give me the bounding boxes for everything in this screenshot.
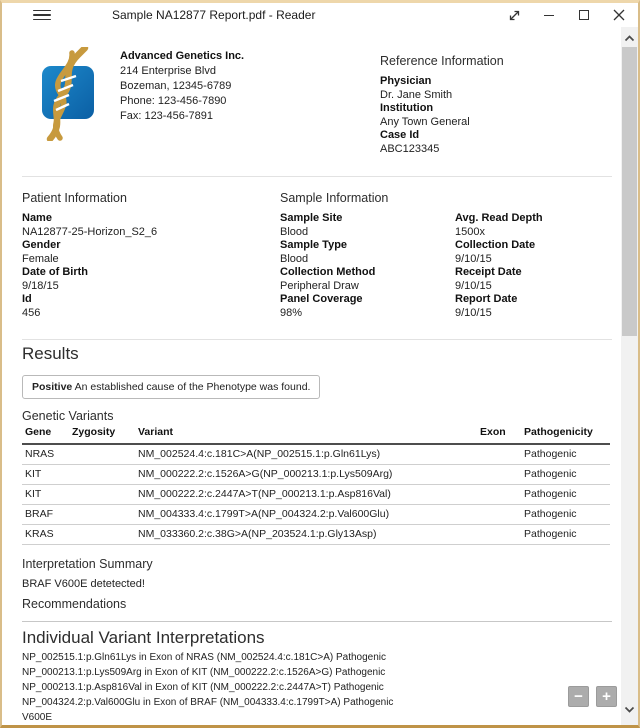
date-field <box>455 212 605 239</box>
patient-field <box>22 212 260 239</box>
field-value: Female <box>22 252 59 265</box>
field-value: Blood <box>280 252 309 265</box>
field-value: 98% <box>280 306 303 319</box>
table-header-row <box>22 426 610 444</box>
cell-variant: NM_033360.2:c.38G>A(NP_203524.1:p.Gly13Asp) <box>135 524 477 544</box>
cell-zygosity <box>69 524 135 544</box>
reference-info-section <box>380 53 504 156</box>
field-value: 9/10/15 <box>455 252 492 265</box>
cell-variant: NM_004333.4:c.1799T>A(NP_004324.2:p.Val600Glu) <box>135 504 477 524</box>
sample-field <box>280 239 450 266</box>
zoom-in-button[interactable]: + <box>596 686 617 707</box>
company-info <box>120 49 244 124</box>
cell-pathogenicity: Pathogenic <box>521 504 610 524</box>
field-label: Date of Birth <box>22 266 88 278</box>
result-status-box <box>22 375 320 399</box>
interpretation-line: NP_000213.1:p.Lys509Arg in Exon of KIT (NM_000222.2:c.1526A>G) Pathogenic <box>22 667 386 678</box>
reference-field <box>380 75 504 102</box>
company-fax: Fax: 123-456-7891 <box>120 110 213 122</box>
cell-zygosity <box>69 444 135 464</box>
cell-gene: BRAF <box>22 504 69 524</box>
reference-field <box>380 102 504 129</box>
cell-exon <box>477 444 521 464</box>
field-label: Sample Site <box>280 212 343 224</box>
date-field <box>455 266 605 293</box>
recommendations-heading: Recommendations <box>22 597 127 611</box>
cell-zygosity <box>69 484 135 504</box>
patient-field <box>22 239 260 266</box>
field-value: NA12877-25-Horizon_S2_6 <box>22 225 158 238</box>
interpretation-line: V600E <box>22 712 53 723</box>
field-value: 456 <box>22 306 41 319</box>
cell-exon <box>477 504 521 524</box>
sample-info-section <box>280 190 450 320</box>
variant-row <box>22 464 610 484</box>
window-title: Sample NA12877 Report.pdf - Reader <box>112 8 316 22</box>
field-label: Physician <box>380 75 432 87</box>
field-label: Collection Method <box>280 266 376 278</box>
scroll-down-button[interactable] <box>621 702 638 717</box>
company-logo <box>36 47 100 146</box>
chevron-down-icon <box>624 706 635 713</box>
cell-zygosity <box>69 504 135 524</box>
date-field <box>455 293 605 320</box>
field-value: 1500x <box>455 225 485 238</box>
cell-variant: NM_000222.2:c.2447A>T(NP_000213.1:p.Asp816Val) <box>135 484 477 504</box>
field-value: Dr. Jane Smith <box>380 88 453 101</box>
close-icon <box>613 9 625 21</box>
variant-row <box>22 504 610 524</box>
cell-gene: NRAS <box>22 444 69 464</box>
patient-field <box>22 266 260 293</box>
interpretation-line: NP_000213.1:p.Asp816Val in Exon of KIT (NM_000222.2:c.2447A>T) Pathogenic <box>22 682 384 693</box>
genetic-variants-heading: Genetic Variants <box>22 409 114 423</box>
patient-info-section <box>22 190 260 320</box>
field-label: Gender <box>22 239 61 251</box>
cell-exon <box>477 464 521 484</box>
interpretation-line: NP_004324.2:p.Val600Glu in Exon of BRAF (NM_004333.4:c.1799T>A) Pathogenic <box>22 697 394 708</box>
minimize-button[interactable] <box>539 5 559 25</box>
section-divider <box>22 621 612 622</box>
sample-field <box>280 266 450 293</box>
zoom-controls <box>568 686 617 707</box>
field-label: Sample Type <box>280 239 348 251</box>
company-phone: Phone: 123-456-7890 <box>120 95 227 107</box>
field-value: Blood <box>280 225 309 238</box>
maximize-button[interactable] <box>574 5 594 25</box>
expand-icon <box>508 9 521 22</box>
sample-heading: Sample Information <box>280 191 389 205</box>
section-divider <box>22 176 612 177</box>
column-header: Variant <box>135 426 477 444</box>
column-header: Gene <box>22 426 69 444</box>
cell-gene: KIT <box>22 464 69 484</box>
scrollbar-thumb[interactable] <box>622 47 637 336</box>
cell-gene: KRAS <box>22 524 69 544</box>
field-label: Case Id <box>380 129 420 141</box>
cell-pathogenicity: Pathogenic <box>521 524 610 544</box>
field-label: Panel Coverage <box>280 293 363 305</box>
close-button[interactable] <box>609 5 629 25</box>
company-address2: Bozeman, 12345-6789 <box>120 80 232 92</box>
dna-helix-logo-icon <box>36 47 100 141</box>
scroll-up-button[interactable] <box>621 31 638 46</box>
column-header: Pathogenicity <box>521 426 610 444</box>
result-status: Positive <box>32 381 73 393</box>
reference-field <box>380 129 504 156</box>
field-label: Institution <box>380 102 434 114</box>
field-value: 9/10/15 <box>455 279 492 292</box>
document-page <box>2 27 638 725</box>
field-label: Avg. Read Depth <box>455 212 543 224</box>
patient-field <box>22 293 260 320</box>
chevron-up-icon <box>624 35 635 42</box>
field-value: 9/10/15 <box>455 306 492 319</box>
result-status-text: An established cause of the Phenotype was found. <box>74 381 311 393</box>
cell-exon <box>477 484 521 504</box>
sample-field <box>280 293 450 320</box>
cell-exon <box>477 524 521 544</box>
minimize-icon <box>544 15 554 16</box>
interpretation-text: BRAF V600E detetected! <box>22 578 145 590</box>
cell-gene: KIT <box>22 484 69 504</box>
field-label: Collection Date <box>455 239 536 251</box>
date-field <box>455 239 605 266</box>
interpretation-lines <box>22 650 393 725</box>
variant-row <box>22 444 610 464</box>
zoom-out-button[interactable]: − <box>568 686 589 707</box>
reference-heading: Reference Information <box>380 54 504 68</box>
field-value: Any Town General <box>380 115 470 128</box>
field-value: 9/18/15 <box>22 279 59 292</box>
dates-info-section <box>455 212 605 320</box>
column-header: Zygosity <box>69 426 135 444</box>
field-label: Name <box>22 212 52 224</box>
variant-row <box>22 484 610 504</box>
company-name: Advanced Genetics Inc. <box>120 50 245 62</box>
individual-interpretations-heading: Individual Variant Interpretations <box>22 628 265 647</box>
genetic-variants-table <box>22 426 610 545</box>
field-value: ABC123345 <box>380 142 440 155</box>
cell-zygosity <box>69 464 135 484</box>
interpretation-line: NP_002515.1:p.Gln61Lys in Exon of NRAS (NM_002524.4:c.181C>A) Pathogenic <box>22 652 387 663</box>
menu-button[interactable] <box>33 7 51 23</box>
results-heading: Results <box>22 344 79 363</box>
cell-variant: NM_002524.4:c.181C>A(NP_002515.1:p.Gln61Lys) <box>135 444 477 464</box>
field-value: Peripheral Draw <box>280 279 359 292</box>
variant-row <box>22 524 610 544</box>
interpretation-summary-heading: Interpretation Summary <box>22 557 153 571</box>
cell-variant: NM_000222.2:c.1526A>G(NP_000213.1:p.Lys509Arg) <box>135 464 477 484</box>
field-label: Report Date <box>455 293 518 305</box>
company-address1: 214 Enterprise Blvd <box>120 65 216 77</box>
cell-pathogenicity: Pathogenic <box>521 484 610 504</box>
titlebar <box>2 3 638 27</box>
maximize-icon <box>579 10 589 20</box>
section-divider <box>22 339 612 340</box>
field-label: Receipt Date <box>455 266 522 278</box>
window-controls <box>504 5 638 25</box>
vertical-scrollbar <box>621 27 638 725</box>
column-header: Exon <box>477 426 521 444</box>
cell-pathogenicity: Pathogenic <box>521 464 610 484</box>
fullscreen-button[interactable] <box>504 5 524 25</box>
sample-field <box>280 212 450 239</box>
field-label: Id <box>22 293 32 305</box>
cell-pathogenicity: Pathogenic <box>521 444 610 464</box>
patient-heading: Patient Information <box>22 191 127 205</box>
